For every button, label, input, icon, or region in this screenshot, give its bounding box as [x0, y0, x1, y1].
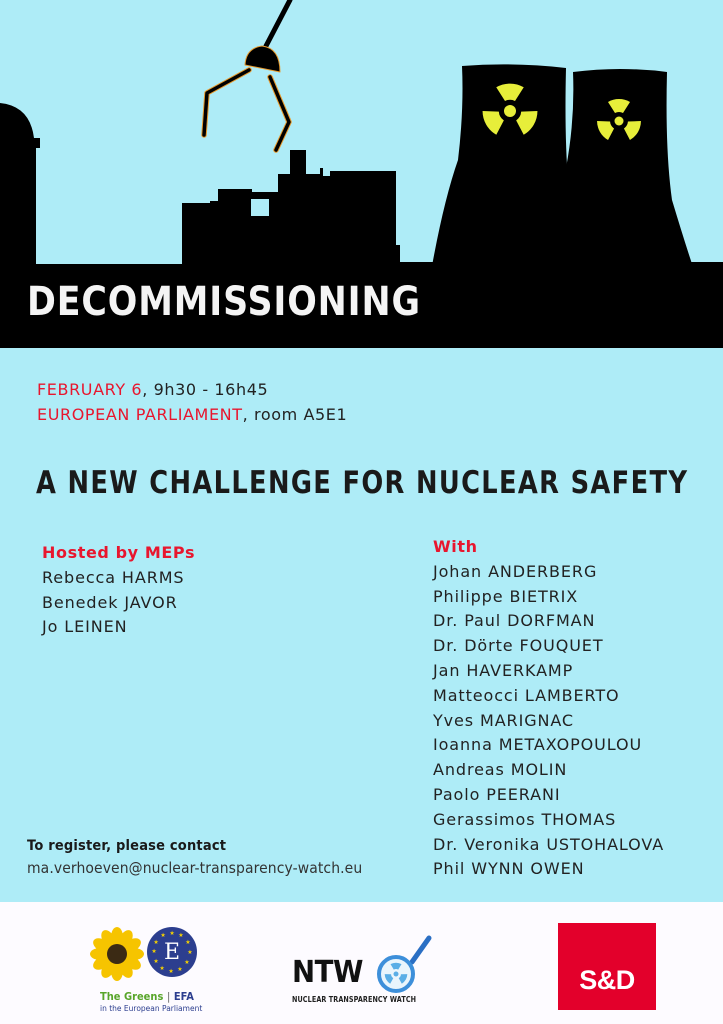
- registration-block: [27, 836, 388, 880]
- host-name: Rebecca HARMS: [42, 567, 185, 587]
- speakers-heading: With: [433, 537, 478, 556]
- speaker-name: Jan HAVERKAMP: [433, 660, 574, 680]
- speaker-name: Ioanna METAXOPOULOU: [433, 735, 643, 755]
- svg-text:★: ★: [178, 932, 184, 939]
- reactor-dome: [0, 103, 40, 266]
- speaker-name: Gerassimos THOMAS: [433, 809, 617, 829]
- speaker-name: Johan ANDERBERG: [433, 561, 598, 581]
- svg-text:★: ★: [177, 966, 183, 973]
- factory-building: [182, 150, 400, 266]
- speaker-name: Philippe BIETRIX: [433, 586, 579, 606]
- svg-text:E: E: [163, 940, 181, 965]
- hosts-heading: Hosted by MEPs: [42, 543, 196, 562]
- sd-logo: [558, 923, 656, 1010]
- speaker-name: Dr. Dörte FOUQUET: [433, 636, 604, 656]
- svg-text:★: ★: [153, 958, 159, 965]
- headline: A NEW CHALLENGE FOR NUCLEAR SAFETY: [36, 465, 689, 501]
- speaker-name: Matteocci LAMBERTO: [433, 685, 620, 705]
- event-title: DECOMMISSIONING: [27, 279, 421, 325]
- speaker-name: Yves MARIGNAC: [433, 710, 574, 730]
- speaker-name: Dr. Veronika USTOHALOVA: [433, 834, 665, 854]
- greens-logo-title: The Greens | EFA: [100, 990, 194, 1003]
- speaker-name: Paolo PEERANI: [433, 784, 561, 804]
- crane-claw-icon: [204, 0, 290, 150]
- event-time: , 9h30 - 16h45: [142, 380, 269, 399]
- ntw-logo-word: NTW: [292, 955, 363, 990]
- svg-text:★: ★: [159, 965, 165, 972]
- efa-emblem-icon: [147, 927, 197, 977]
- magnifier-radiation-icon: [374, 934, 434, 994]
- registration-email[interactable]: ma.verhoeven@nuclear-transparency-watch.eu: [27, 859, 363, 877]
- factory-window: [251, 199, 269, 216]
- svg-text:★: ★: [184, 959, 190, 966]
- event-venue: EUROPEAN PARLIAMENT: [37, 405, 243, 424]
- host-name: Jo LEINEN: [42, 617, 128, 637]
- svg-text:★: ★: [160, 932, 166, 939]
- hosts-list: [42, 541, 195, 640]
- event-venue-line: [37, 405, 347, 425]
- ntw-logo-subtitle: NUCLEAR TRANSPARENCY WATCH: [292, 995, 417, 1004]
- event-room: , room A5E1: [242, 405, 348, 424]
- speaker-name: Andreas MOLIN: [433, 760, 568, 780]
- greens-logo-subtitle: in the European Parliament: [100, 1004, 203, 1013]
- svg-text:★: ★: [185, 939, 191, 946]
- svg-text:★: ★: [153, 939, 159, 946]
- speaker-name: Phil WYNN OWEN: [433, 859, 585, 879]
- speakers-list: [433, 535, 664, 882]
- svg-text:★: ★: [151, 948, 157, 955]
- cooling-tower-2: [560, 69, 694, 270]
- svg-text:★: ★: [187, 949, 193, 956]
- sd-logo-text: S&D: [579, 965, 635, 995]
- event-date-line: [37, 380, 268, 400]
- speaker-name: Dr. Paul DORFMAN: [433, 611, 596, 631]
- registration-label: To register, please contact: [27, 838, 227, 854]
- event-date: FEBRUARY 6: [37, 380, 143, 399]
- sunflower-icon: [90, 927, 144, 981]
- svg-text:★: ★: [169, 930, 175, 937]
- host-name: Benedek JAVOR: [42, 592, 178, 612]
- svg-text:★: ★: [168, 968, 174, 975]
